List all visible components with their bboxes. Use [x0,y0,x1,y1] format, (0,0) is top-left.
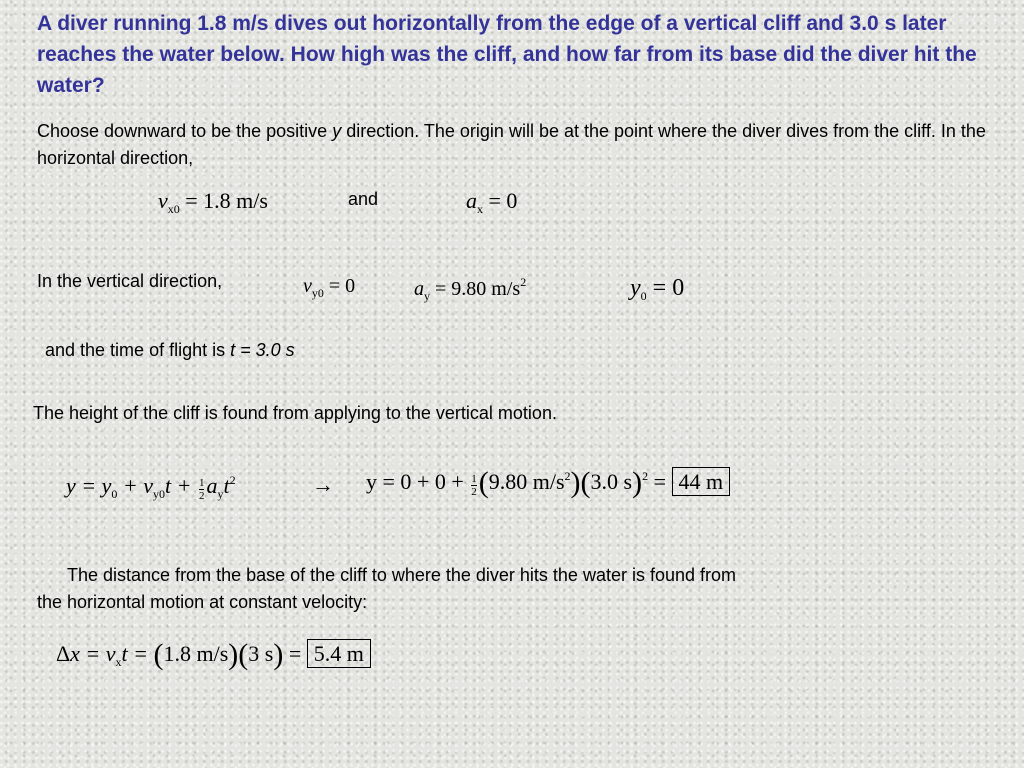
intro-var-y: y [332,121,342,141]
distance-t: t = [121,641,154,666]
distance-text [37,562,997,616]
half-numerator-2: 1 [471,473,477,485]
eq-general-sub-y0: y0 [153,487,165,501]
height-text: The height of the cliff is found from applying to the vertical motion. [33,403,557,423]
vertical-label: In the vertical direction, [37,271,223,291]
distance-paren-close-2: ) [273,638,284,671]
distance-text-line2: the horizontal motion at constant velocity: [37,592,368,612]
eq-height-general [66,474,236,502]
arrow-icon: → [312,472,334,497]
accel-exponent: 2 [564,469,571,483]
intro-paragraph [37,118,997,172]
distance-time: 3 s [248,641,274,666]
vy0-subscript: y0 [311,286,324,300]
ax-symbol: a [466,188,477,213]
paren-open-1: ( [478,466,489,499]
eq-general-t2: t [223,473,230,498]
vy0-symbol: v [303,275,312,297]
eq-general-a: a [206,473,218,498]
time-in-eq: 3.0 s [590,469,633,494]
y0-value: = 0 [646,275,685,301]
time-text: and the time of flight is [45,340,231,360]
eq-general-v: + v [117,473,153,498]
eq-y0 [630,276,684,302]
eq-general-square: 2 [229,473,236,487]
eq-vy0 [303,276,355,299]
distance-result: 5.4 m [307,639,371,668]
equals-sign: = [648,469,672,494]
distance-equals: = [283,641,307,666]
delta-symbol: Δ [56,641,71,666]
eq-general-sub-y: y [217,487,224,501]
intro-text-2: direction. The origin will be at the point where the diver dives from the cliff. In the horizontal direction, [37,121,986,168]
vx0-subscript: x0 [167,202,180,216]
distance-paren-close-1: ) [228,638,239,671]
ay-value: = 9.80 m/s [430,278,521,300]
half-numerator: 1 [198,477,205,489]
vx0-value: = 1.8 m/s [179,188,268,213]
ay-exponent: 2 [520,275,527,289]
ax-value: = 0 [483,188,518,213]
distance-velocity: 1.8 m/s [163,641,229,666]
paren-open-2: ( [580,466,591,499]
ay-symbol: a [414,278,424,300]
eq-ax [466,190,517,215]
distance-paren-open-2: ( [238,638,249,671]
ay-subscript: y [424,289,430,303]
accel-value: 9.80 m/s [488,469,565,494]
eq-general-sub0: 0 [111,487,118,501]
eq-general-t: t + [165,473,197,498]
time-square: 2 [642,469,649,483]
half-fraction-2 [471,473,477,498]
ax-subscript: x [477,202,483,216]
time-of-flight [45,337,295,364]
eq-ay [414,276,526,302]
eq-height-values [366,468,730,498]
height-result: 44 m [672,467,731,496]
eq-distance [56,640,371,670]
half-denominator-2: 2 [471,486,477,498]
intro-text-1: Choose downward to be the positive [37,121,333,141]
distance-x-v: x = v [70,641,116,666]
vx0-symbol: v [158,188,168,213]
eq-values-lhs: y = 0 + 0 + [366,469,470,494]
distance-paren-open-1: ( [153,638,164,671]
half-fraction [199,477,205,502]
y0-symbol: y [630,275,641,301]
eq-vx0 [158,190,268,215]
distance-text-line1: The distance from the base of the cliff to where the diver hits the water is found from [67,565,737,585]
eq-general-lhs: y = y [66,473,112,498]
y0-subscript: 0 [640,289,647,303]
vy0-value: = 0 [323,275,356,297]
and-word: and [348,189,379,209]
time-value: t = 3.0 s [230,340,295,360]
paren-close-2: ) [632,466,643,499]
distance-sub-x: x [115,655,122,669]
paren-close-1: ) [570,466,581,499]
half-denominator: 2 [198,490,205,502]
problem-title: A diver running 1.8 m/s dives out horizontally from the edge of a vertical cliff and 3.0 s later reaches the water below. How high was the cliff, and how far from its base did the diver hit the water? [37,12,977,97]
